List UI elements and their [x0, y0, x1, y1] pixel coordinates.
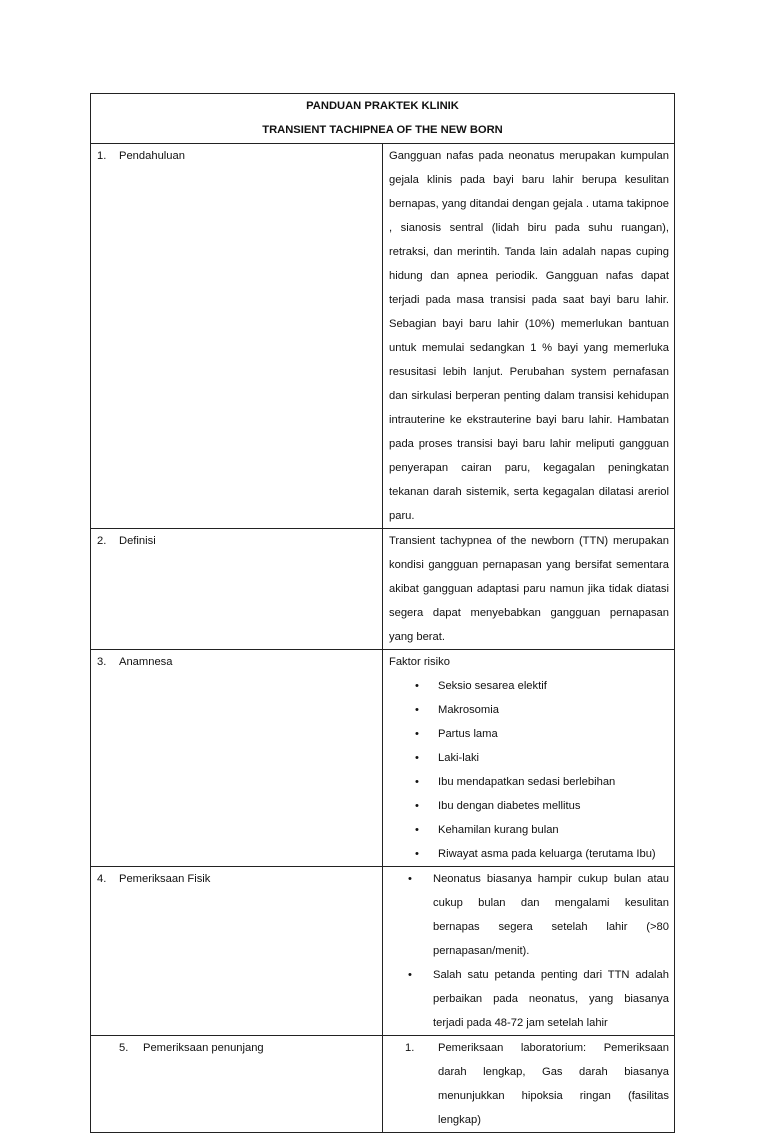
list-item-text: Neonatus biasanya hampir cukup bulan atau cukup bulan dan mengalami kesulitan bernapas segera setelah lahir (>80 pernapasan/menit). — [433, 873, 669, 957]
section-number: 5. — [119, 1042, 129, 1054]
risk-factor-list — [383, 674, 674, 866]
section-content-cell — [383, 529, 675, 650]
list-item — [415, 674, 674, 698]
list-item — [405, 1036, 669, 1132]
list-item — [415, 818, 674, 842]
table-header-cell — [91, 94, 675, 144]
section-label: Definisi — [119, 535, 156, 547]
section-label: Anamnesa — [119, 656, 173, 668]
clinical-guideline-table — [90, 93, 675, 1133]
section-paragraph: Gangguan nafas pada neonatus merupakan kumpulan gejala klinis pada bayi baru lahir berupa kesulitan bernapas, yang ditandai dengan gejala . utama takipnoe , sianosis sentral (lidah biru pada suhu ruangan), retraksi, dan merintih. Tanda lain adalah napas cuping hidung dan apnea periodik. Gangguan nafas dapat terjadi pada masa transisi pada saat bayi baru lahir. Sebagian bayi baru lahir (10%) memerlukan bantuan untuk memulai sedangkan 1 % bayi yang memerluka resusitasi lebih lanjut. Perubahan system pernafasan dan sirkulasi berperan penting dalam transisi kehidupan intrauterine ke ekstrauterine bayi baru lahir. Hambatan pada proses transisi bayi baru lahir meliputi gangguan penyerapan cairan paru, kegagalan peningkatan tekanan darah sistemik, serta kegagalan dilatasi areriol paru. — [389, 150, 669, 522]
section-paragraph: Transient tachypnea of the newborn (TTN) merupakan kondisi gangguan pernapasan yang bersifat sementara akibat gangguan adaptasi paru namun jika tidak diatasi segera dapat menyebabkan gangguan pernapasan yang berat. — [389, 535, 669, 643]
list-item-text: Kehamilan kurang bulan — [438, 824, 559, 836]
list-item-text: Ibu mendapatkan sedasi berlebihan — [438, 776, 616, 788]
section-label-cell — [91, 144, 383, 529]
table-header-row — [91, 94, 675, 144]
section-row-pendahuluan — [91, 144, 675, 529]
list-item — [415, 746, 674, 770]
list-item — [415, 842, 674, 866]
section-label: Pemeriksaan penunjang — [143, 1042, 264, 1054]
bullet-icon: • — [408, 873, 412, 885]
section-content-cell — [383, 144, 675, 529]
section-label-cell — [91, 867, 383, 1036]
list-item — [415, 722, 674, 746]
section-content-cell — [383, 867, 675, 1036]
section-number: 2. — [97, 535, 107, 547]
bullet-icon: • — [415, 680, 419, 692]
list-item — [415, 770, 674, 794]
list-item — [408, 867, 669, 963]
list-item-text: Makrosomia — [438, 704, 499, 716]
bullet-icon: • — [415, 776, 419, 788]
list-item-text: Pemeriksaan laboratorium: Pemeriksaan darah lengkap, Gas darah biasanya menunjukkan hipoksia ringan (fasilitas lengkap) — [438, 1042, 669, 1126]
section-label-cell — [91, 650, 383, 867]
section-label-cell — [91, 1036, 383, 1133]
physical-exam-list — [383, 867, 674, 1035]
list-item-text: Seksio sesarea elektif — [438, 680, 547, 692]
list-item-text: Salah satu petanda penting dari TTN adalah perbaikan pada neonatus, yang biasanya terjadi pada 48-72 jam setelah lahir — [433, 969, 669, 1029]
bullet-icon: • — [408, 969, 412, 981]
supporting-exam-list — [383, 1036, 674, 1132]
list-item-text: Partus lama — [438, 728, 498, 740]
list-item-text: Laki-laki — [438, 752, 480, 764]
list-item — [415, 698, 674, 722]
section-number: 3. — [97, 656, 107, 668]
section-content-cell — [383, 650, 675, 867]
section-row-anamnesa — [91, 650, 675, 867]
section-label: Pemeriksaan Fisik — [119, 873, 211, 885]
list-item-text: Ibu dengan diabetes mellitus — [438, 800, 581, 812]
section-row-pemeriksaan-fisik — [91, 867, 675, 1036]
section-label-cell — [91, 529, 383, 650]
section-row-definisi — [91, 529, 675, 650]
risk-factor-heading: Faktor risiko — [389, 656, 450, 668]
list-item — [408, 963, 669, 1035]
list-marker: 1. — [405, 1042, 415, 1054]
document-subtitle: TRANSIENT TACHIPNEA OF THE NEW BORN — [262, 124, 503, 136]
document-title: PANDUAN PRAKTEK KLINIK — [306, 100, 459, 112]
section-row-pemeriksaan-penunjang — [91, 1036, 675, 1133]
bullet-icon: • — [415, 800, 419, 812]
bullet-icon: • — [415, 752, 419, 764]
section-content-cell — [383, 1036, 675, 1133]
bullet-icon: • — [415, 824, 419, 836]
section-number: 4. — [97, 873, 107, 885]
bullet-icon: • — [415, 848, 419, 860]
bullet-icon: • — [415, 728, 419, 740]
section-label: Pendahuluan — [119, 150, 185, 162]
list-item-text: Riwayat asma pada keluarga (terutama Ibu) — [438, 848, 656, 860]
bullet-icon: • — [415, 704, 419, 716]
section-number: 1. — [97, 150, 107, 162]
list-item — [415, 794, 674, 818]
